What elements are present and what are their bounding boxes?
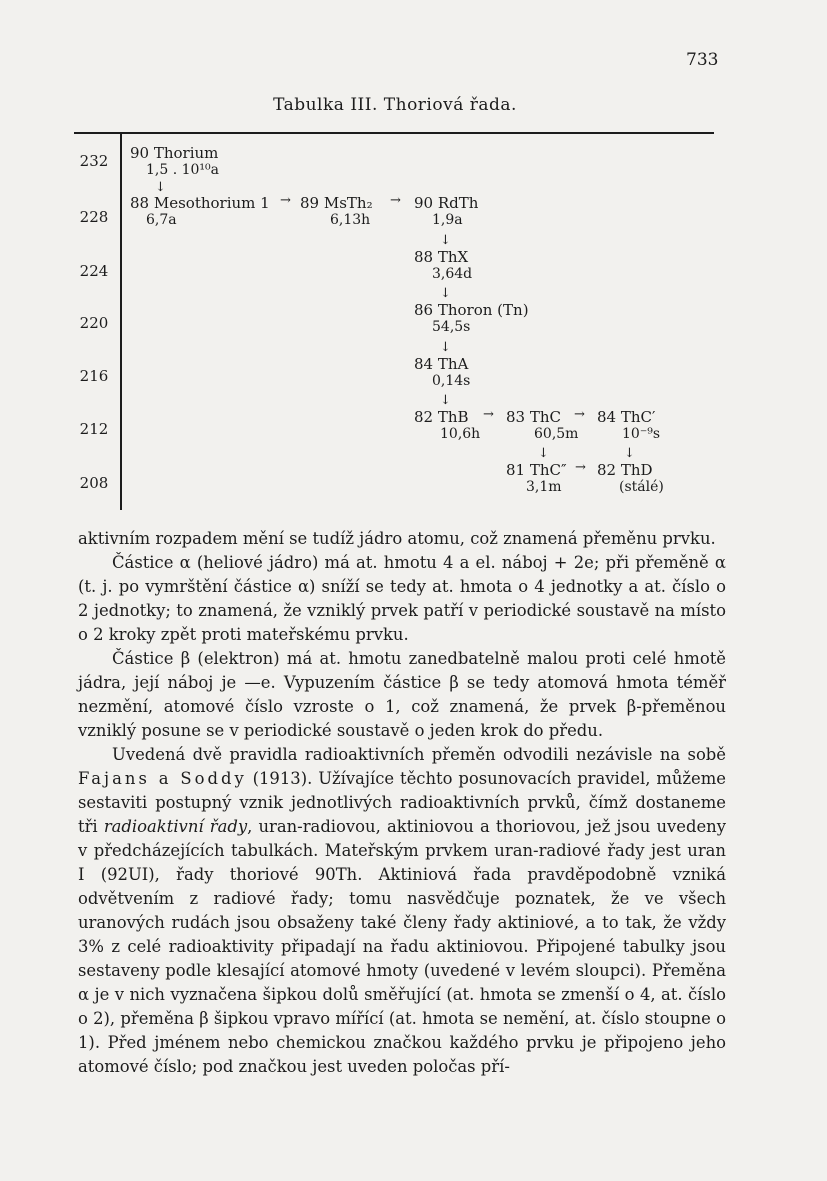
half-life: 1,5 . 10¹⁰a: [146, 162, 220, 178]
text-run: Uvedená dvě pravidla radioaktivních přeměn odvodili nezávisle na sobě: [112, 745, 726, 764]
paragraph: Částice β (elektron) má at. hmotu zanedbatelně malou proti celé hmotě jádra, její náboj je —e. Vypuzením částice β se tedy atomová hmota téměř nezmění, atomové číslo vzroste o 1, což znamená, že prvek β-přeměnou vzniklý posune se v periodické soustavě o jeden krok do předu.: [78, 649, 726, 740]
beta-arrow: →: [280, 193, 291, 208]
nuclide-name: 89 MsTh₂: [300, 194, 373, 212]
nuclide-thd: [597, 462, 664, 496]
beta-arrow: →: [575, 460, 586, 475]
mass-number-216: 216: [79, 367, 109, 385]
half-life: 1,9a: [432, 212, 463, 228]
half-life: 3,64d: [432, 266, 473, 282]
mass-number-212: 212: [79, 420, 109, 438]
beta-arrow: →: [574, 407, 585, 422]
mass-number-208: 208: [79, 474, 109, 492]
half-life: (stálé): [619, 479, 664, 495]
paragraph: [78, 743, 726, 1079]
alpha-arrow: ↓: [440, 393, 451, 408]
mass-number-224: 224: [79, 262, 109, 280]
nuclide-rdth: [414, 195, 478, 229]
alpha-arrow: ↓: [155, 180, 166, 195]
nuclide-name: 90 RdTh: [414, 194, 479, 212]
nuclide-name: 88 Mesothorium 1: [130, 194, 270, 212]
half-life: 10⁻⁹s: [622, 426, 661, 442]
emphasis: radioaktivní řady: [103, 817, 248, 836]
half-life: 3,1m: [526, 479, 562, 495]
half-life: 10,6h: [440, 426, 481, 442]
half-life: 0,14s: [432, 373, 471, 389]
page-number: 733: [686, 50, 719, 70]
authors: Fajans a Soddy: [78, 769, 247, 788]
body-text: [78, 527, 726, 1079]
alpha-arrow: ↓: [440, 233, 451, 248]
nuclide-tha: [414, 356, 470, 390]
nuclide-name: 82 ThB: [414, 408, 469, 426]
alpha-arrow: ↓: [440, 286, 451, 301]
half-life: 6,13h: [330, 212, 371, 228]
nuclide-thorium: [130, 145, 219, 179]
nuclide-name: 90 Thorium: [130, 144, 219, 162]
nuclide-thoron: [414, 302, 529, 336]
nuclide-name: 81 ThC″: [506, 461, 567, 479]
half-life: 6,7a: [146, 212, 177, 228]
mass-number-232: 232: [79, 152, 109, 170]
nuclide-msth2: [300, 195, 373, 229]
text-run: , uran-radiovou, aktiniovou a thoriovou, jež jsou uvedeny v předcházejících tabulkách. Mateřským prvkem uran-radiové řady jest uran I (92UI), řady thoriové 90Th. Aktiniová řada pravděpodobně vzniká odvětvením z radiové řady; tomu nasvědčuje poznatek, že ve všech uranových rudách jsou obsaženy také členy řady aktiniové, a to tak, že vždy 3% z celé radioaktivity připadají na řadu aktiniovou. Připojené tabulky jsou sestaveny podle klesající atomové hmoty (uvedené v levém sloupci). Přeměna α je v nich vyznačena šipkou dolů směřující (at. hmota se zmenší o 4, at. číslo o 2), přeměna β šipkou vpravo mířící (at. hmota se nemění, at. číslo stoupne o 1). Před jménem nebo chemickou značkou každého prvku je připojeno jeho atomové číslo; pod značkou jest uveden poločas pří-: [78, 817, 726, 1076]
nuclide-mesothorium1: [130, 195, 270, 229]
nuclide-thc: [506, 409, 578, 443]
mass-number-228: 228: [79, 208, 109, 226]
nuclide-name: 82 ThD: [597, 461, 653, 479]
alpha-arrow: ↓: [440, 340, 451, 355]
nuclide-thb: [414, 409, 480, 443]
table-top-rule: [74, 132, 714, 134]
table-column-divider: [120, 134, 122, 510]
nuclide-thc2: [506, 462, 567, 496]
nuclide-name: 86 Thoron (Tn): [414, 301, 529, 319]
nuclide-name: 88 ThX: [414, 248, 469, 266]
half-life: 60,5m: [534, 426, 579, 442]
beta-arrow: →: [483, 407, 494, 422]
nuclide-thc1: [597, 409, 660, 443]
paragraph: aktivním rozpadem mění se tudíž jádro atomu, což znamená přeměnu prvku.: [78, 529, 716, 548]
nuclide-name: 83 ThC: [506, 408, 561, 426]
text-run: (1913). Užívajíce těchto posunovacích pravidel, můžeme sestaviti postupný vznik jednotlivých radioaktivních prvků, čímž dostaneme tři: [78, 769, 726, 836]
mass-number-220: 220: [79, 314, 109, 332]
alpha-arrow: ↓: [624, 446, 635, 461]
table-title: Tabulka III. Thoriová řada.: [273, 95, 517, 115]
half-life: 54,5s: [432, 319, 471, 335]
beta-arrow: →: [390, 193, 401, 208]
nuclide-thx: [414, 249, 472, 283]
nuclide-name: 84 ThC′: [597, 408, 656, 426]
nuclide-name: 84 ThA: [414, 355, 469, 373]
paragraph: Částice α (heliové jádro) má at. hmotu 4 a el. náboj + 2e; při přeměně α (t. j. po vymrštění částice α) sníží se tedy at. hmota o 4 jednotky a at. číslo o 2 jednotky; to znamená, že vzniklý prvek patří v periodické soustavě na místo o 2 kroky zpět proti mateřskému prvku.: [78, 553, 726, 644]
alpha-arrow: ↓: [538, 446, 549, 461]
